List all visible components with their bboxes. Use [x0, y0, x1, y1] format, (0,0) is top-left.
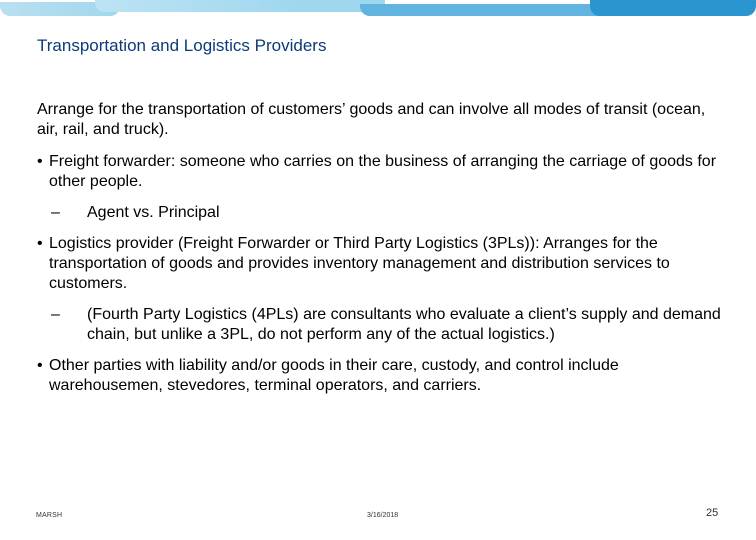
bullet-marker: • — [37, 153, 43, 170]
dash-marker: – — [51, 204, 60, 221]
dash-marker: – — [51, 306, 60, 323]
sub-bullet-agent-principal — [37, 203, 727, 223]
bullet-text: Freight forwarder: someone who carries on the business of arranging the carriage of goods for other people. — [49, 153, 717, 190]
bullet-text: Other parties with liability and/or goods in their care, custody, and control include warehousemen, stevedores, terminal operators, and carriers. — [49, 357, 619, 394]
sub-bullet-text: (Fourth Party Logistics (4PLs) are consultants who evaluate a client’s supply and demand chain, but unlike a 3PL, do not perform any of the actual logistics.) — [87, 306, 721, 343]
slide-body — [37, 100, 727, 407]
bullet-marker: • — [37, 235, 43, 252]
intro-paragraph: Arrange for the transportation of customers’ goods and can involve all modes of transit (ocean, air, rail, and truck). — [37, 101, 706, 138]
bullet-text: Logistics provider (Freight Forwarder or Third Party Logistics (3PLs)): Arranges for the transportation of goods and provides inventory management and distribution services to customers. — [49, 235, 670, 292]
sub-bullet-text: Agent vs. Principal — [87, 204, 220, 221]
bullet-marker: • — [37, 357, 43, 374]
company-footer: MARSH — [36, 512, 63, 519]
footer-date: 3/16/2018 — [367, 512, 399, 519]
slide-title: Transportation and Logistics Providers — [37, 36, 327, 55]
sub-bullet-4pl — [37, 305, 727, 345]
header-decorative-band — [0, 0, 756, 18]
page-number: 25 — [706, 507, 719, 519]
bullet-logistics-provider — [37, 234, 727, 294]
band-highlight — [0, 0, 756, 18]
bullet-other-parties — [37, 356, 727, 396]
bullet-freight-forwarder — [37, 152, 727, 192]
